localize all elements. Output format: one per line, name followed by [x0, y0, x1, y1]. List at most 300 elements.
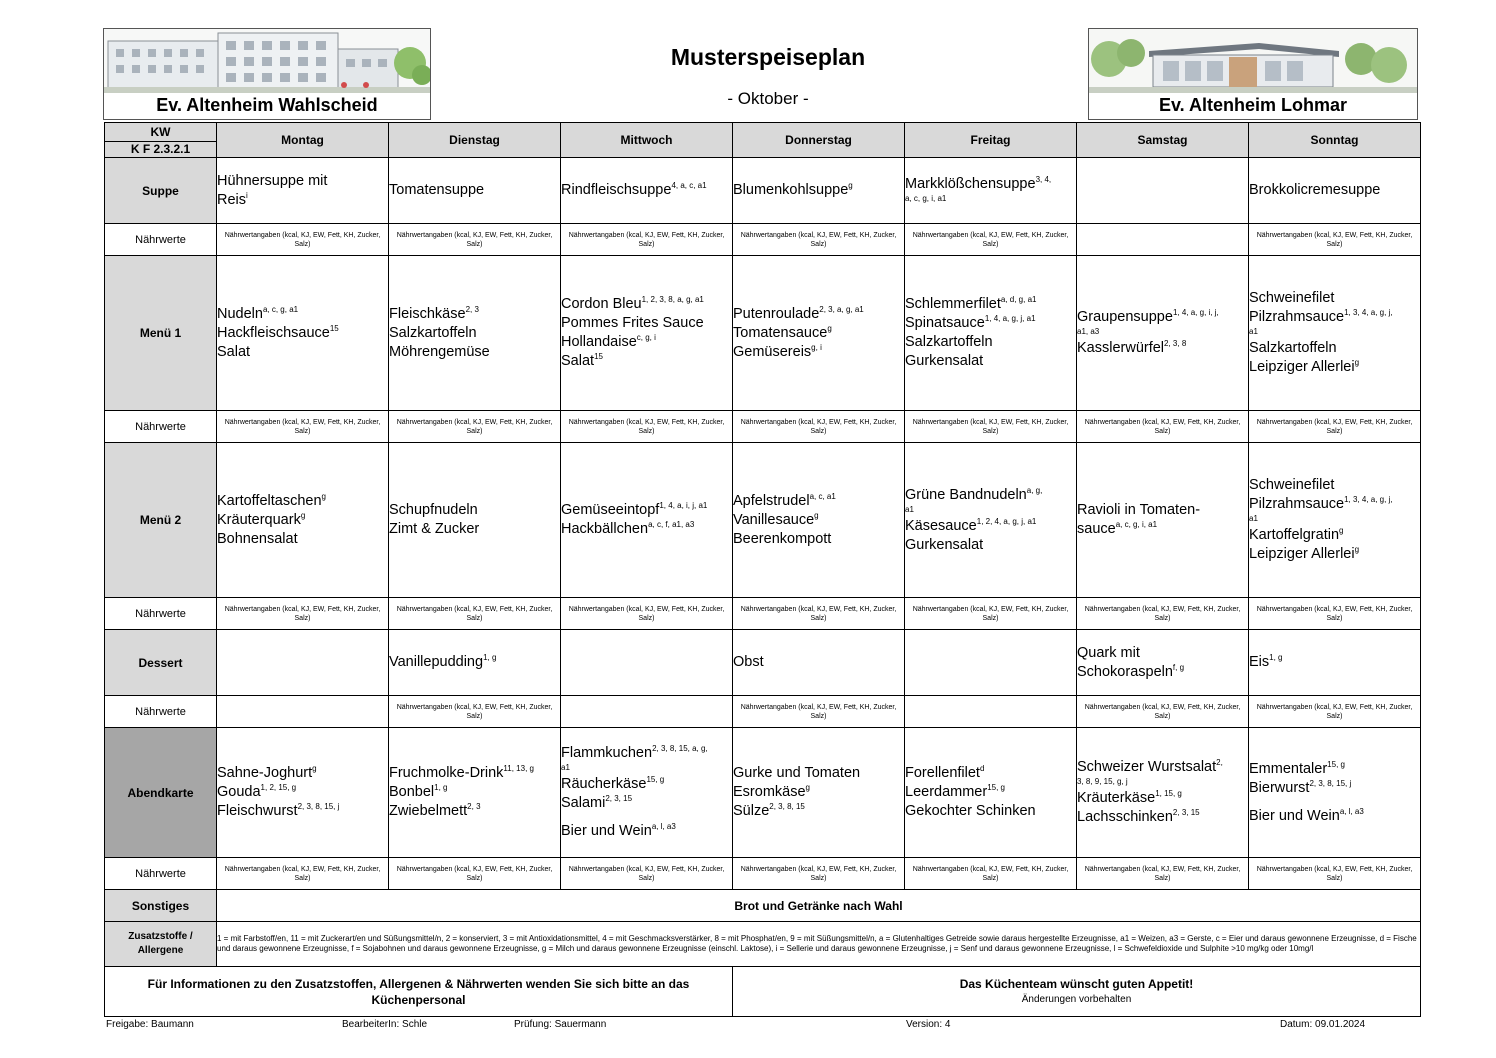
naehrwerte-row-dessert	[105, 696, 1421, 728]
day-header-samstag: Samstag	[1077, 123, 1249, 158]
dish-name: Pommes Frites Sauce	[561, 315, 704, 331]
dish-cell-suppe-donnerstag	[733, 158, 905, 224]
allergen-codes: 2, 3, 8, 15, j	[1309, 778, 1352, 788]
allergen-codes: g	[1339, 526, 1344, 535]
allergen-codes: a, g,	[1026, 485, 1043, 495]
naehrwerte-cell-freitag: Nährwertangaben (kcal, KJ, EW, Fett, KH, Zucker, Salz)	[905, 598, 1077, 630]
dish-line	[217, 530, 388, 549]
dish-line	[1077, 808, 1248, 827]
naehrwerte-cell-donnerstag: Nährwertangaben (kcal, KJ, EW, Fett, KH, Zucker, Salz)	[733, 858, 905, 890]
dish-cell-suppe-montag	[217, 158, 389, 224]
dish-line	[1077, 520, 1248, 539]
dish-name: Pilzrahmsauce	[1249, 309, 1345, 325]
allergen-codes: a, c, g, i, a1	[1115, 520, 1158, 529]
dish-name: Rindfleischsuppe	[561, 182, 672, 198]
naehrwerte-label: Nährwerte	[105, 411, 217, 443]
allergen-codes: 2, 3, 15	[1172, 808, 1200, 817]
naehrwerte-cell-montag: Nährwertangaben (kcal, KJ, EW, Fett, KH, Zucker, Salz)	[217, 411, 389, 443]
allergen-codes: 3, 4,	[1035, 175, 1052, 184]
dish-line	[1249, 289, 1420, 308]
dish-line	[1249, 495, 1420, 514]
naehrwerte-cell-sonntag: Nährwertangaben (kcal, KJ, EW, Fett, KH, Zucker, Salz)	[1249, 224, 1421, 256]
row-label-suppe: Suppe	[105, 158, 217, 224]
line-spacer	[561, 813, 732, 822]
dish-line	[905, 783, 1076, 802]
logo-caption-left: Ev. Altenheim Wahlscheid	[156, 95, 378, 115]
day-header-donnerstag: Donnerstag	[733, 123, 905, 158]
dish-line	[389, 324, 560, 343]
zusatzstoffe-row	[105, 922, 1421, 967]
dish-name: Möhrengemüse	[389, 343, 490, 360]
allergen-codes: 1, 4, a, i, j, a1	[659, 501, 708, 510]
dish-name: Kräuterkäse	[1077, 790, 1156, 806]
allergen-codes: 2, 3, 15	[605, 794, 633, 803]
dish-cell-menue-1-mittwoch	[561, 256, 733, 411]
dish-line	[389, 653, 560, 672]
naehrwerte-cell-samstag: Nährwertangaben (kcal, KJ, EW, Fett, KH, Zucker, Salz)	[1077, 696, 1249, 728]
allergen-codes: 1, 2, 4, a, g, j, a1	[976, 516, 1037, 526]
dish-name: Zimt & Zucker	[389, 521, 480, 537]
row-menue-1	[105, 256, 1421, 411]
naehrwerte-cell-mittwoch: Nährwertangaben (kcal, KJ, EW, Fett, KH, Zucker, Salz)	[561, 224, 733, 256]
dish-line	[561, 822, 732, 841]
dish-name: Nudeln	[217, 305, 263, 322]
dish-name: Reis	[217, 191, 247, 208]
dish-line	[905, 486, 1076, 505]
allergen-codes: 1, 3, 4, a, g, j,	[1344, 308, 1393, 317]
allergen-codes: g	[848, 181, 853, 190]
dish-line	[905, 314, 1076, 333]
dish-cell-menue-2-freitag	[905, 443, 1077, 598]
dish-line	[561, 520, 732, 539]
dish-line	[561, 501, 732, 520]
dish-line	[1249, 545, 1420, 564]
naehrwerte-cell-dienstag: Nährwertangaben (kcal, KJ, EW, Fett, KH, Zucker, Salz)	[389, 411, 561, 443]
dish-name: Leipziger Allerlei	[1249, 359, 1355, 375]
dish-name: Käsesauce	[905, 517, 977, 534]
dish-name: Beerenkompott	[733, 530, 832, 547]
dish-line	[733, 530, 904, 549]
dish-line	[1249, 476, 1420, 495]
allergen-codes: a, c, f, a1, a3	[648, 520, 695, 529]
dish-line	[217, 343, 388, 362]
page-title: Musterspeiseplan	[670, 44, 866, 70]
dish-line	[1077, 663, 1248, 682]
dish-line	[1249, 308, 1420, 327]
dish-cell-menue-1-donnerstag	[733, 256, 905, 411]
allergen-codes: g	[827, 323, 832, 333]
dish-line	[1077, 758, 1248, 777]
day-header-montag: Montag	[217, 123, 389, 158]
dish-line	[217, 802, 388, 821]
naehrwerte-cell-freitag	[905, 696, 1077, 728]
dish-line	[561, 794, 732, 813]
footer-version: Version: 4	[906, 1019, 951, 1030]
allergen-codes: 2, 3, 8, 15, a, g,	[652, 744, 708, 753]
footer-datum: Datum: 09.01.2024	[1280, 1019, 1366, 1030]
sonstiges-text: Brot und Getränke nach Wahl	[217, 890, 1421, 922]
dish-line	[733, 492, 904, 511]
dish-name: Gurkensalat	[905, 353, 984, 369]
dish-name: Bier und Wein	[561, 823, 652, 839]
dish-cell-menue-1-sonntag	[1249, 256, 1421, 411]
dish-name: Bierwurst	[1249, 779, 1310, 796]
dish-line	[733, 511, 904, 530]
allergen-codes: 15, g	[1327, 759, 1345, 769]
dish-name: Schlemmerfilet	[905, 296, 1001, 312]
naehrwerte-cell-donnerstag: Nährwertangaben (kcal, KJ, EW, Fett, KH, Zucker, Salz)	[733, 224, 905, 256]
dish-cell-abendkarte-montag	[217, 728, 389, 858]
sonstiges-row	[105, 890, 1421, 922]
dish-line	[1249, 358, 1420, 377]
dish-line	[217, 511, 388, 530]
naehrwerte-label: Nährwerte	[105, 858, 217, 890]
menu-plan-table	[104, 122, 1421, 1017]
dish-name: Kartoffeltaschen	[217, 492, 322, 509]
dish-line	[389, 501, 560, 520]
dish-line	[217, 324, 388, 343]
dish-line	[217, 783, 388, 802]
allergen-codes: a, l, a3	[651, 822, 676, 831]
allergen-code-continuation: a1	[1249, 327, 1258, 336]
naehrwerte-cell-mittwoch: Nährwertangaben (kcal, KJ, EW, Fett, KH, Zucker, Salz)	[561, 858, 733, 890]
dish-cell-menue-2-samstag	[1077, 443, 1249, 598]
logo-wahlscheid	[103, 28, 431, 120]
dish-name: Hollandaise	[561, 334, 637, 350]
naehrwerte-cell-sonntag: Nährwertangaben (kcal, KJ, EW, Fett, KH, Zucker, Salz)	[1249, 858, 1421, 890]
row-abendkarte	[105, 728, 1421, 858]
dish-cell-abendkarte-donnerstag	[733, 728, 905, 858]
dish-line	[389, 305, 560, 324]
allergen-code-continuation: a, c, g, i, a1	[905, 194, 947, 203]
allergen-code-continuation: a1	[561, 763, 570, 772]
dish-name: Leipziger Allerlei	[1249, 546, 1355, 562]
dish-cell-dessert-freitag	[905, 630, 1077, 696]
naehrwerte-cell-samstag: Nährwertangaben (kcal, KJ, EW, Fett, KH, Zucker, Salz)	[1077, 598, 1249, 630]
line-spacer	[1249, 798, 1420, 807]
dish-line	[1249, 181, 1420, 200]
footer-bearbeiter: BearbeiterIn: Schle	[342, 1019, 428, 1030]
naehrwerte-cell-sonntag: Nährwertangaben (kcal, KJ, EW, Fett, KH, Zucker, Salz)	[1249, 598, 1421, 630]
building-illustration-wahlscheid	[104, 29, 430, 93]
allergen-codes: 1, 2, 15, g	[260, 783, 297, 792]
dish-name: Quark mit	[1077, 644, 1140, 661]
dish-name: Salzkartoffeln	[1249, 340, 1337, 356]
allergen-code-continuation: a1, a3	[1077, 327, 1100, 336]
page-subtitle: - Oktober -	[727, 89, 809, 108]
dish-name: Vanillesauce	[733, 511, 815, 528]
allergen-codes: 1, g	[1269, 653, 1283, 662]
dish-line	[389, 802, 560, 821]
sonstiges-label: Sonstiges	[105, 890, 217, 922]
dish-name: Hühnersuppe mit	[217, 172, 328, 189]
dish-line	[1077, 789, 1248, 808]
dish-line	[561, 295, 732, 314]
dish-cell-suppe-freitag	[905, 158, 1077, 224]
dish-name: Fleischkäse	[389, 305, 466, 322]
kw-cell	[105, 123, 217, 158]
allergen-codes: a, d, g, a1	[1000, 295, 1037, 304]
dish-name: Flammkuchen	[561, 745, 653, 761]
dish-name: Schweizer Wurstsalat	[1077, 759, 1217, 775]
naehrwerte-row-suppe	[105, 224, 1421, 256]
allergen-code-continuation: a1	[1249, 514, 1258, 523]
dish-name: Vanillepudding	[389, 654, 484, 670]
dish-line	[217, 492, 388, 511]
allergen-codes: 11, 13, g	[503, 764, 534, 773]
dish-line	[217, 172, 388, 191]
naehrwerte-cell-dienstag: Nährwertangaben (kcal, KJ, EW, Fett, KH, Zucker, Salz)	[389, 858, 561, 890]
allergen-codes: 2, 3, 8, 15, j	[297, 802, 340, 811]
dish-cell-abendkarte-samstag	[1077, 728, 1249, 858]
dish-line	[1249, 339, 1420, 358]
dish-line	[1077, 339, 1248, 358]
naehrwerte-cell-samstag	[1077, 224, 1249, 256]
dish-line	[1249, 526, 1420, 545]
allergen-codes: g, i	[811, 342, 822, 352]
dish-name: Bohnensalat	[217, 530, 298, 547]
row-label-abendkarte: Abendkarte	[105, 728, 217, 858]
dish-line	[389, 783, 560, 802]
dish-name: Salzkartoffeln	[905, 334, 993, 350]
allergen-code-continuation: 3, 8, 9, 15, g, j	[1077, 777, 1128, 786]
dish-line	[905, 295, 1076, 314]
dish-name: Kartoffelgratin	[1249, 527, 1340, 543]
guten-appetit-text: Das Küchenteam wünscht guten Appetit!	[959, 976, 1194, 991]
allergen-codes: 2, 3, 8, 15	[769, 802, 805, 811]
dish-line	[561, 181, 732, 200]
naehrwerte-label: Nährwerte	[105, 224, 217, 256]
allergen-codes: i	[246, 190, 248, 200]
dish-name: Lachsschinken	[1077, 809, 1173, 825]
dish-line	[733, 343, 904, 362]
dish-line	[561, 314, 732, 333]
dish-name: Eis	[1249, 654, 1270, 670]
dish-line	[561, 775, 732, 794]
zusatzstoffe-text: 1 = mit Farbstoff/en, 11 = mit Zuckerart/en und Süßungsmittel/n, 2 = konserviert, 3 = mit Antioxidationsmittel, 4 = mit Geschmacksverstärker, 8 = mit Phosphat/en, 9 = mit Süßungsmittel/n, a = Glutenhaltiges Getreide sowie daraus hergestellte Erzeugnisse, a1 = Weizen, a3 = Gerste, c = Eier und daraus gewonnene Erzeugnisse, d = Fische und daraus gewonnene Erzeugnisse, f = Sojabohnen und daraus gewonnene Erzeugnisse, g = Milch und daraus gewonnene Erzeugnisse (einschl. Laktose), i = Sellerie und daraus gewonnene Erzeugnisse, j = Senf und daraus gewonnene Erzeugnisse, l = Schwefeldioxide und Sulphite >10 mg/kg oder 10mg/l	[217, 922, 1421, 967]
dish-name: Kasslerwürfel	[1077, 340, 1165, 356]
dish-name: Gekochter Schinken	[905, 803, 1036, 819]
dish-name: Schokoraspeln	[1077, 663, 1173, 680]
dish-line	[733, 802, 904, 821]
dish-line	[389, 520, 560, 539]
naehrwerte-cell-samstag: Nährwertangaben (kcal, KJ, EW, Fett, KH, Zucker, Salz)	[1077, 858, 1249, 890]
day-header-mittwoch: Mittwoch	[561, 123, 733, 158]
dish-name: Sahne-Joghurt	[217, 765, 313, 781]
dish-line	[905, 536, 1076, 555]
aenderungen-text: Änderungen vorbehalten	[1021, 993, 1132, 1005]
dish-cell-suppe-sonntag	[1249, 158, 1421, 224]
allergen-codes: 2, 3, 8	[1164, 339, 1187, 348]
info-kuechenteam	[733, 967, 1421, 1017]
day-header-row	[105, 123, 1421, 158]
dish-line	[905, 333, 1076, 352]
naehrwerte-cell-freitag: Nährwertangaben (kcal, KJ, EW, Fett, KH, Zucker, Salz)	[905, 224, 1077, 256]
dish-name: Hackbällchen	[561, 521, 649, 537]
dish-line	[389, 343, 560, 362]
dish-line	[905, 517, 1076, 536]
row-suppe	[105, 158, 1421, 224]
allergen-codes: c, g, i	[636, 333, 656, 342]
dish-cell-abendkarte-mittwoch	[561, 728, 733, 858]
info-row	[105, 967, 1421, 1017]
dish-line	[217, 191, 388, 210]
allergen-codes: d	[979, 764, 985, 773]
dish-line	[389, 764, 560, 783]
dish-cell-menue-1-freitag	[905, 256, 1077, 411]
allergen-codes: a, l, a3	[1339, 806, 1364, 816]
dish-cell-menue-2-dienstag	[389, 443, 561, 598]
row-menue-2	[105, 443, 1421, 598]
dish-line	[733, 324, 904, 343]
dish-name: Leerdammer	[905, 784, 988, 800]
naehrwerte-cell-montag: Nährwertangaben (kcal, KJ, EW, Fett, KH, Zucker, Salz)	[217, 598, 389, 630]
dish-line	[733, 305, 904, 324]
allergen-codes: 2, 3	[467, 802, 481, 811]
footer-freigabe: Freigabe: Baumann	[106, 1019, 194, 1030]
allergen-codes: 15, g	[646, 775, 665, 784]
dish-line	[1077, 501, 1248, 520]
dish-cell-suppe-dienstag	[389, 158, 561, 224]
dish-line	[905, 802, 1076, 821]
dish-name: Fruchmolke-Drink	[389, 765, 504, 781]
kw-label: KW	[105, 123, 216, 142]
allergen-codes: 1, g	[434, 783, 448, 792]
allergen-codes: 1, 4, a, g, i, j,	[1172, 308, 1219, 317]
naehrwerte-cell-donnerstag: Nährwertangaben (kcal, KJ, EW, Fett, KH, Zucker, Salz)	[733, 696, 905, 728]
naehrwerte-cell-donnerstag: Nährwertangaben (kcal, KJ, EW, Fett, KH, Zucker, Salz)	[733, 411, 905, 443]
dish-line	[905, 175, 1076, 194]
dish-cell-dessert-sonntag	[1249, 630, 1421, 696]
dish-name: Salami	[561, 795, 606, 811]
dish-name: Schweinefilet	[1249, 290, 1335, 306]
dish-cell-suppe-samstag	[1077, 158, 1249, 224]
dish-line	[1249, 653, 1420, 672]
naehrwerte-cell-montag: Nährwertangaben (kcal, KJ, EW, Fett, KH, Zucker, Salz)	[217, 858, 389, 890]
dish-name: Fleischwurst	[217, 803, 298, 819]
dish-name: Zwiebelmett	[389, 803, 468, 819]
naehrwerte-cell-mittwoch: Nährwertangaben (kcal, KJ, EW, Fett, KH, Zucker, Salz)	[561, 598, 733, 630]
dish-line	[1249, 807, 1420, 826]
dish-name: Gouda	[217, 784, 261, 800]
dish-name: Blumenkohlsuppe	[733, 182, 849, 198]
dish-name: Tomatensauce	[733, 324, 828, 341]
dish-cell-dessert-donnerstag	[733, 630, 905, 696]
footer-pruefung: Prüfung: Sauermann	[514, 1019, 607, 1030]
row-label-menue-2: Menü 2	[105, 443, 217, 598]
dish-line	[905, 764, 1076, 783]
dish-name: Gurke und Tomaten	[733, 765, 861, 781]
allergen-codes: 1, 2, 3, 8, a, g, a1	[641, 295, 704, 304]
dish-line	[733, 783, 904, 802]
row-dessert	[105, 630, 1421, 696]
dish-cell-menue-2-donnerstag	[733, 443, 905, 598]
dish-name: Salat	[561, 353, 595, 369]
dish-line	[217, 305, 388, 324]
allergen-codes: 1, 4, a, g, j, a1	[984, 314, 1036, 323]
dish-name: Bier und Wein	[1249, 807, 1340, 824]
dish-cell-menue-2-mittwoch	[561, 443, 733, 598]
allergen-codes: g	[814, 510, 819, 520]
dish-name: Forellenfilet	[905, 765, 980, 781]
allergen-codes: 2,	[1216, 758, 1223, 767]
dish-name: Spinatsauce	[905, 315, 985, 331]
dish-line	[1249, 779, 1420, 798]
dish-cell-dessert-samstag	[1077, 630, 1249, 696]
naehrwerte-cell-dienstag: Nährwertangaben (kcal, KJ, EW, Fett, KH, Zucker, Salz)	[389, 224, 561, 256]
dish-cell-menue-1-montag	[217, 256, 389, 411]
dish-name: sauce	[1077, 521, 1116, 537]
naehrwerte-label: Nährwerte	[105, 696, 217, 728]
allergen-codes: 2, 3, a, g, a1	[819, 304, 864, 314]
dish-line	[1077, 644, 1248, 663]
naehrwerte-cell-samstag: Nährwertangaben (kcal, KJ, EW, Fett, KH, Zucker, Salz)	[1077, 411, 1249, 443]
dish-name: Graupensuppe	[1077, 309, 1173, 325]
dish-line	[389, 181, 560, 200]
dish-cell-menue-2-sonntag	[1249, 443, 1421, 598]
naehrwerte-cell-mittwoch: Nährwertangaben (kcal, KJ, EW, Fett, KH, Zucker, Salz)	[561, 411, 733, 443]
dish-name: Gurkensalat	[905, 536, 984, 553]
dish-cell-dessert-montag	[217, 630, 389, 696]
dish-name: Pilzrahmsauce	[1249, 496, 1345, 512]
allergen-codes: g	[300, 510, 306, 520]
dish-line	[217, 764, 388, 783]
dish-cell-menue-2-montag	[217, 443, 389, 598]
naehrwerte-cell-freitag: Nährwertangaben (kcal, KJ, EW, Fett, KH, Zucker, Salz)	[905, 411, 1077, 443]
allergen-codes: 15	[329, 323, 339, 333]
allergen-codes: 1, g	[483, 653, 497, 662]
row-label-dessert: Dessert	[105, 630, 217, 696]
building-illustration-lohmar	[1089, 29, 1417, 93]
logo-lohmar	[1088, 28, 1418, 120]
naehrwerte-row-menue-2	[105, 598, 1421, 630]
day-header-freitag: Freitag	[905, 123, 1077, 158]
dish-cell-dessert-dienstag	[389, 630, 561, 696]
dish-name: Räucherkäse	[561, 776, 647, 792]
allergen-codes: g	[1354, 545, 1360, 554]
naehrwerte-cell-montag: Nährwertangaben (kcal, KJ, EW, Fett, KH, Zucker, Salz)	[217, 224, 389, 256]
info-allergene-text: Für Informationen zu den Zusatzstoffen, Allergenen & Nährwerten wenden Sie sich bitte an das Küchenpersonal	[105, 967, 733, 1017]
dish-name: Grüne Bandnudeln	[905, 486, 1027, 503]
dish-name: Schweinefilet	[1249, 477, 1335, 493]
dish-name: Salzkartoffeln	[389, 324, 477, 341]
dish-line	[561, 352, 732, 371]
dish-line	[561, 333, 732, 352]
dish-name: Apfelstrudel	[733, 492, 810, 509]
row-label-menue-1: Menü 1	[105, 256, 217, 411]
allergen-code-continuation: a1	[905, 504, 914, 514]
naehrwerte-cell-donnerstag: Nährwertangaben (kcal, KJ, EW, Fett, KH, Zucker, Salz)	[733, 598, 905, 630]
naehrwerte-cell-freitag: Nährwertangaben (kcal, KJ, EW, Fett, KH, Zucker, Salz)	[905, 858, 1077, 890]
allergen-codes: 1, 15, g	[1155, 789, 1182, 798]
dish-cell-menue-1-dienstag	[389, 256, 561, 411]
allergen-codes: g	[312, 764, 317, 773]
allergen-codes: g	[805, 783, 810, 792]
dish-line	[905, 352, 1076, 371]
dish-name: Tomatensuppe	[389, 182, 485, 198]
allergen-codes: 4, a, c, a1	[671, 181, 707, 190]
logo-caption-right: Ev. Altenheim Lohmar	[1158, 95, 1348, 115]
dish-line	[733, 181, 904, 200]
allergen-codes: a, c, a1	[809, 491, 836, 501]
naehrwerte-cell-dienstag: Nährwertangaben (kcal, KJ, EW, Fett, KH, Zucker, Salz)	[389, 696, 561, 728]
naehrwerte-cell-sonntag: Nährwertangaben (kcal, KJ, EW, Fett, KH, Zucker, Salz)	[1249, 696, 1421, 728]
dish-name: Hackfleischsauce	[217, 324, 330, 341]
dish-name: Sülze	[733, 803, 770, 819]
dish-name: Putenroulade	[733, 305, 820, 322]
naehrwerte-row-abendkarte	[105, 858, 1421, 890]
dish-name: Markklößchensuppe	[905, 176, 1036, 192]
